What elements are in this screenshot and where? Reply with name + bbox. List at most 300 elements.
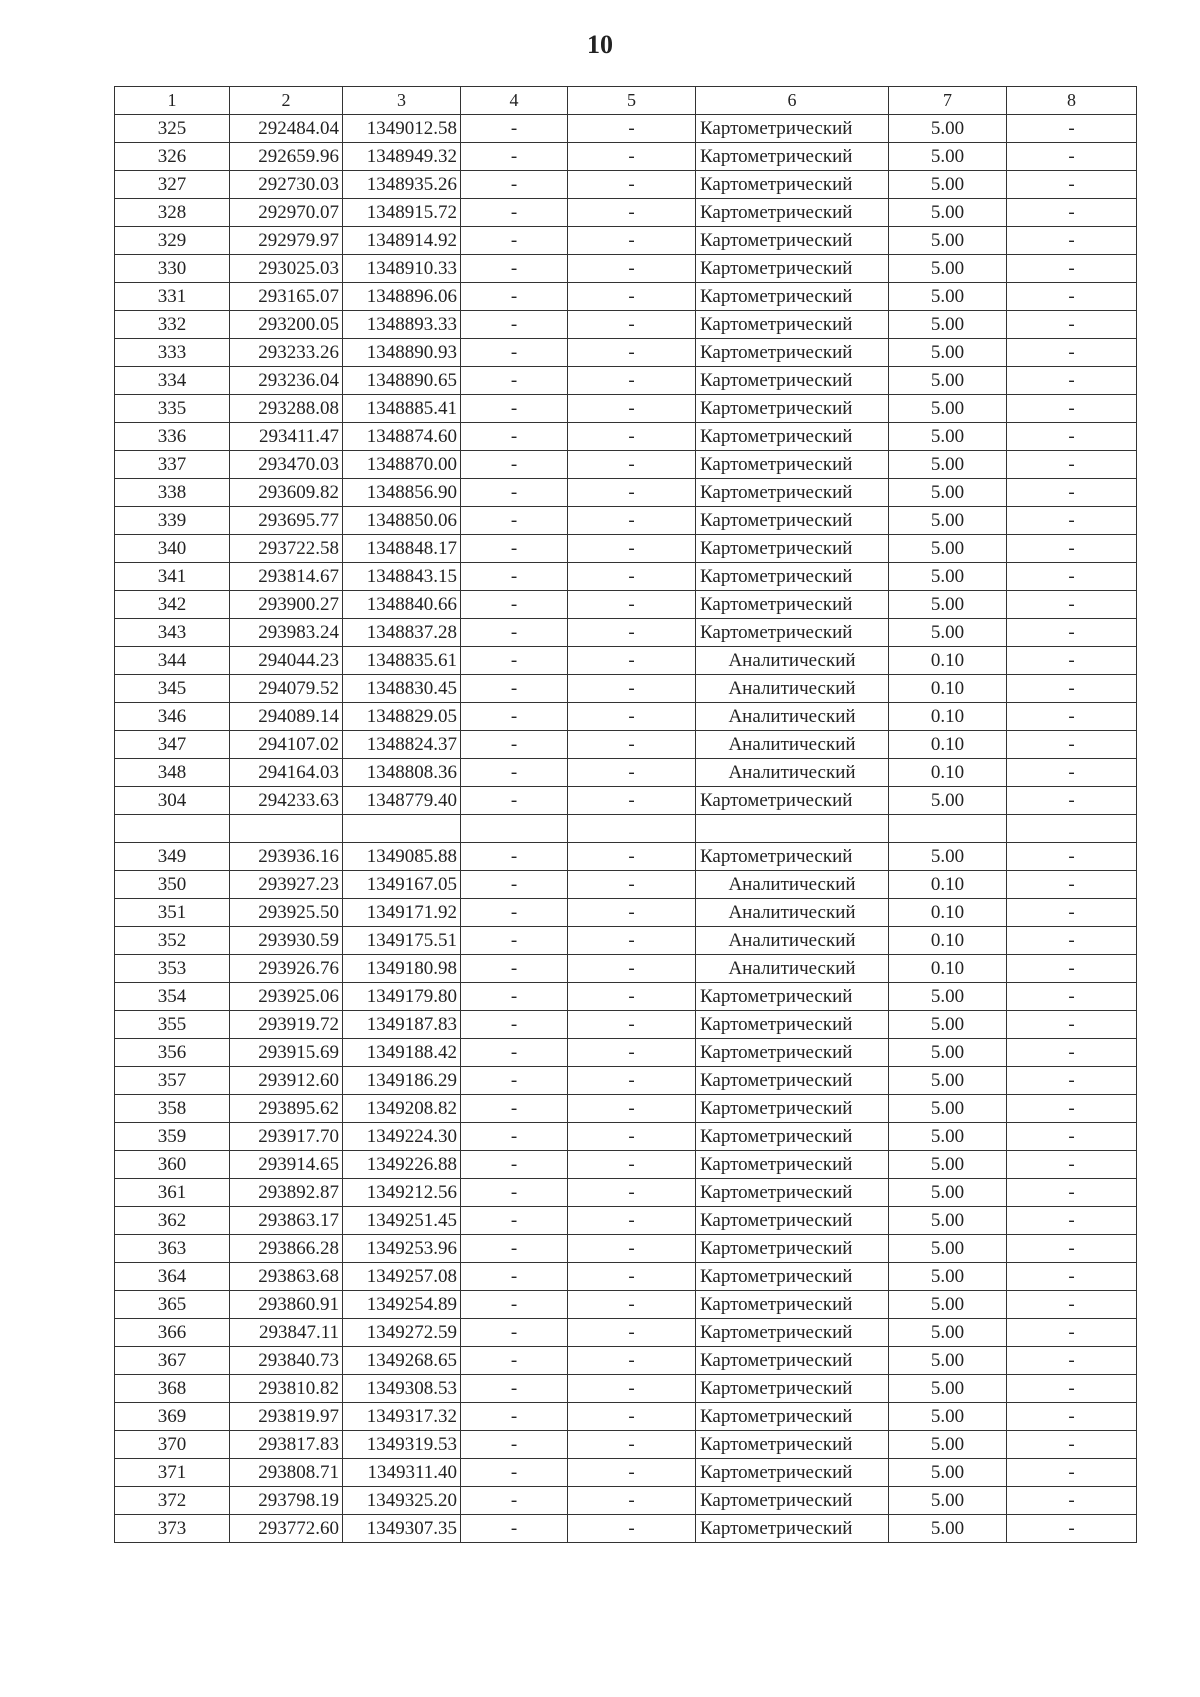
table-row xyxy=(115,1290,1137,1318)
column-header: 6 xyxy=(696,87,889,115)
table-cell: Картометрический xyxy=(696,367,889,395)
table-cell: 358 xyxy=(115,1094,230,1122)
table-cell: - xyxy=(1007,283,1137,311)
table-cell: - xyxy=(1007,395,1137,423)
table-cell: 5.00 xyxy=(889,619,1007,647)
table-cell: 5.00 xyxy=(889,115,1007,143)
table-cell: - xyxy=(461,1430,568,1458)
table-row xyxy=(115,591,1137,619)
table-cell: - xyxy=(568,1402,696,1430)
table-row xyxy=(115,1486,1137,1514)
table-cell: Картометрический xyxy=(696,787,889,815)
table-cell: 293860.91 xyxy=(230,1290,343,1318)
table-cell: - xyxy=(568,1374,696,1402)
table-cell: 356 xyxy=(115,1038,230,1066)
table-cell: - xyxy=(568,954,696,982)
table-cell: - xyxy=(568,1150,696,1178)
table-cell: - xyxy=(568,647,696,675)
table-cell: - xyxy=(461,479,568,507)
table-cell: 293892.87 xyxy=(230,1178,343,1206)
table-row xyxy=(115,115,1137,143)
table-cell: Картометрический xyxy=(696,1150,889,1178)
table-cell: - xyxy=(1007,199,1137,227)
table-cell: - xyxy=(1007,535,1137,563)
table-cell: 5.00 xyxy=(889,339,1007,367)
table-row xyxy=(115,703,1137,731)
table-cell xyxy=(343,815,461,843)
table-cell: - xyxy=(1007,563,1137,591)
table-cell: 334 xyxy=(115,367,230,395)
table-cell: 293817.83 xyxy=(230,1430,343,1458)
table-row xyxy=(115,1262,1137,1290)
table-cell: Картометрический xyxy=(696,143,889,171)
table-cell: 352 xyxy=(115,926,230,954)
table-cell: 5.00 xyxy=(889,535,1007,563)
table-cell: 361 xyxy=(115,1178,230,1206)
table-cell: 1349167.05 xyxy=(343,870,461,898)
table-cell: - xyxy=(1007,1346,1137,1374)
table-cell: - xyxy=(461,423,568,451)
table-cell: 1348835.61 xyxy=(343,647,461,675)
table-cell: 293772.60 xyxy=(230,1514,343,1542)
table-cell: 292659.96 xyxy=(230,143,343,171)
column-header: 4 xyxy=(461,87,568,115)
table-cell: 293819.97 xyxy=(230,1402,343,1430)
table-cell: 5.00 xyxy=(889,423,1007,451)
table-cell: 357 xyxy=(115,1066,230,1094)
table-row xyxy=(115,870,1137,898)
table-cell: 1349208.82 xyxy=(343,1094,461,1122)
table-cell: 5.00 xyxy=(889,1486,1007,1514)
table-cell: - xyxy=(568,143,696,171)
table-cell: 349 xyxy=(115,842,230,870)
table-row xyxy=(115,898,1137,926)
table-cell: - xyxy=(1007,479,1137,507)
table-cell: 0.10 xyxy=(889,870,1007,898)
table-cell: 5.00 xyxy=(889,563,1007,591)
table-cell xyxy=(696,815,889,843)
table-cell: - xyxy=(1007,1486,1137,1514)
table-cell: 293927.23 xyxy=(230,870,343,898)
table-cell: - xyxy=(461,535,568,563)
table-cell: 1349308.53 xyxy=(343,1374,461,1402)
table-cell: Картометрический xyxy=(696,451,889,479)
table-cell: 293863.17 xyxy=(230,1206,343,1234)
table-cell: 5.00 xyxy=(889,1514,1007,1542)
table-cell: - xyxy=(1007,227,1137,255)
table-cell: - xyxy=(1007,1122,1137,1150)
table-cell: 5.00 xyxy=(889,479,1007,507)
table-cell: 332 xyxy=(115,311,230,339)
table-cell: - xyxy=(568,227,696,255)
table-cell: 293914.65 xyxy=(230,1150,343,1178)
table-cell: 1349179.80 xyxy=(343,982,461,1010)
table-cell: 5.00 xyxy=(889,1458,1007,1486)
table-cell xyxy=(889,815,1007,843)
table-cell: 348 xyxy=(115,759,230,787)
table-cell: 0.10 xyxy=(889,759,1007,787)
table-cell: 368 xyxy=(115,1374,230,1402)
table-cell: - xyxy=(461,507,568,535)
table-cell: 292970.07 xyxy=(230,199,343,227)
table-cell: - xyxy=(1007,1150,1137,1178)
table-cell: - xyxy=(1007,255,1137,283)
table-row xyxy=(115,171,1137,199)
table-cell: - xyxy=(461,283,568,311)
table-cell: 325 xyxy=(115,115,230,143)
table-cell: 5.00 xyxy=(889,842,1007,870)
table-cell: 367 xyxy=(115,1346,230,1374)
table-cell: - xyxy=(461,870,568,898)
table-cell: - xyxy=(461,787,568,815)
table-cell: 1348914.92 xyxy=(343,227,461,255)
table-cell: 335 xyxy=(115,395,230,423)
table-cell: 294164.03 xyxy=(230,759,343,787)
table-cell: - xyxy=(1007,787,1137,815)
table-cell: Картометрический xyxy=(696,1346,889,1374)
table-cell: 5.00 xyxy=(889,1038,1007,1066)
table-cell: 1349186.29 xyxy=(343,1066,461,1094)
table-cell: 293840.73 xyxy=(230,1346,343,1374)
table-row xyxy=(115,1234,1137,1262)
table-cell: 343 xyxy=(115,619,230,647)
table-cell: 294089.14 xyxy=(230,703,343,731)
table-cell: - xyxy=(568,199,696,227)
table-row xyxy=(115,507,1137,535)
table-cell: - xyxy=(461,115,568,143)
table-cell: 5.00 xyxy=(889,1010,1007,1038)
table-row xyxy=(115,143,1137,171)
table-cell: Картометрический xyxy=(696,535,889,563)
table-cell: 330 xyxy=(115,255,230,283)
table-cell: 338 xyxy=(115,479,230,507)
table-cell: - xyxy=(1007,1402,1137,1430)
table-cell: Аналитический xyxy=(696,703,889,731)
table-cell: 1348885.41 xyxy=(343,395,461,423)
table-cell: 293919.72 xyxy=(230,1010,343,1038)
table-cell: 1348870.00 xyxy=(343,451,461,479)
table-cell: 1349085.88 xyxy=(343,842,461,870)
table-cell: - xyxy=(461,143,568,171)
table-cell: 293900.27 xyxy=(230,591,343,619)
table-cell: 1349012.58 xyxy=(343,115,461,143)
table-cell: 292979.97 xyxy=(230,227,343,255)
table-cell: 1348949.32 xyxy=(343,143,461,171)
table-cell: - xyxy=(461,1402,568,1430)
table-cell: - xyxy=(568,1262,696,1290)
table-cell: - xyxy=(461,954,568,982)
table-row xyxy=(115,479,1137,507)
table-cell: 293808.71 xyxy=(230,1458,343,1486)
table-cell: - xyxy=(461,1066,568,1094)
table-cell: - xyxy=(461,255,568,283)
table-cell: 0.10 xyxy=(889,926,1007,954)
table-cell: - xyxy=(1007,1206,1137,1234)
table-cell: Картометрический xyxy=(696,563,889,591)
table-row xyxy=(115,1374,1137,1402)
table-cell: 369 xyxy=(115,1402,230,1430)
table-cell: 0.10 xyxy=(889,647,1007,675)
table-cell: 294233.63 xyxy=(230,787,343,815)
table-cell: - xyxy=(568,982,696,1010)
table-row xyxy=(115,283,1137,311)
table-cell: 341 xyxy=(115,563,230,591)
table-cell: Картометрический xyxy=(696,1234,889,1262)
table-cell: 1349187.83 xyxy=(343,1010,461,1038)
table-cell: - xyxy=(1007,143,1137,171)
table-cell: - xyxy=(568,926,696,954)
table-cell: - xyxy=(568,367,696,395)
table-cell: 1349272.59 xyxy=(343,1318,461,1346)
table-row xyxy=(115,1346,1137,1374)
table-cell: 1348935.26 xyxy=(343,171,461,199)
table-cell: - xyxy=(1007,619,1137,647)
table-cell: 0.10 xyxy=(889,675,1007,703)
table-cell: - xyxy=(1007,1458,1137,1486)
table-cell: 5.00 xyxy=(889,507,1007,535)
table-cell: - xyxy=(568,1206,696,1234)
table-cell: Картометрический xyxy=(696,1262,889,1290)
table-cell: - xyxy=(1007,591,1137,619)
table-cell: 364 xyxy=(115,1262,230,1290)
table-cell: - xyxy=(461,1010,568,1038)
table-cell: Картометрический xyxy=(696,311,889,339)
table-cell: - xyxy=(461,1346,568,1374)
table-cell: - xyxy=(1007,982,1137,1010)
table-cell: - xyxy=(461,1234,568,1262)
table-cell: 342 xyxy=(115,591,230,619)
table-cell: - xyxy=(1007,1374,1137,1402)
table-row xyxy=(115,1430,1137,1458)
table-cell: 346 xyxy=(115,703,230,731)
table-cell: - xyxy=(568,423,696,451)
table-cell: - xyxy=(461,1458,568,1486)
table-cell: 293926.76 xyxy=(230,954,343,982)
table-cell: 5.00 xyxy=(889,143,1007,171)
table-row xyxy=(115,1458,1137,1486)
table-cell: 293165.07 xyxy=(230,283,343,311)
table-row xyxy=(115,1010,1137,1038)
table-cell: Картометрический xyxy=(696,591,889,619)
table-cell: - xyxy=(461,1318,568,1346)
table-cell: - xyxy=(1007,367,1137,395)
table-cell: - xyxy=(461,1150,568,1178)
table-cell: 293025.03 xyxy=(230,255,343,283)
table-cell: 365 xyxy=(115,1290,230,1318)
table-cell: - xyxy=(1007,1038,1137,1066)
table-cell: 359 xyxy=(115,1122,230,1150)
table-cell: 328 xyxy=(115,199,230,227)
table-cell: 5.00 xyxy=(889,1178,1007,1206)
table-cell: - xyxy=(1007,870,1137,898)
table-cell: 293915.69 xyxy=(230,1038,343,1066)
table-cell: 5.00 xyxy=(889,1402,1007,1430)
table-cell: 1348850.06 xyxy=(343,507,461,535)
table-row xyxy=(115,675,1137,703)
table-cell: - xyxy=(568,619,696,647)
table-cell: - xyxy=(1007,675,1137,703)
table-cell: 337 xyxy=(115,451,230,479)
table-cell: 1349319.53 xyxy=(343,1430,461,1458)
table-cell: Картометрический xyxy=(696,283,889,311)
table-cell: 329 xyxy=(115,227,230,255)
table-cell: Картометрический xyxy=(696,842,889,870)
table-cell: 1348848.17 xyxy=(343,535,461,563)
table-cell: - xyxy=(568,1318,696,1346)
table-cell xyxy=(230,815,343,843)
table-cell: 293695.77 xyxy=(230,507,343,535)
table-cell: Картометрический xyxy=(696,199,889,227)
table-cell: - xyxy=(461,451,568,479)
table-cell: - xyxy=(568,1458,696,1486)
table-cell: - xyxy=(568,1178,696,1206)
table-cell: 5.00 xyxy=(889,395,1007,423)
table-cell: - xyxy=(461,842,568,870)
table-cell: - xyxy=(1007,842,1137,870)
table-cell: - xyxy=(1007,1430,1137,1458)
table-cell: - xyxy=(461,199,568,227)
table-cell: 5.00 xyxy=(889,1290,1007,1318)
table-cell: 5.00 xyxy=(889,255,1007,283)
column-header: 7 xyxy=(889,87,1007,115)
table-cell xyxy=(115,815,230,843)
table-row xyxy=(115,367,1137,395)
table-row xyxy=(115,1318,1137,1346)
table-cell: - xyxy=(568,1346,696,1374)
table-cell: 1348830.45 xyxy=(343,675,461,703)
table-cell: 1349188.42 xyxy=(343,1038,461,1066)
table-cell: - xyxy=(1007,954,1137,982)
table-cell: - xyxy=(568,898,696,926)
table-cell: - xyxy=(461,1178,568,1206)
table-cell: 326 xyxy=(115,143,230,171)
table-cell: - xyxy=(568,171,696,199)
table-row xyxy=(115,1122,1137,1150)
table-row xyxy=(115,1514,1137,1542)
table-row xyxy=(115,1206,1137,1234)
table-cell: Картометрический xyxy=(696,1122,889,1150)
table-cell: Картометрический xyxy=(696,479,889,507)
table-cell: 5.00 xyxy=(889,1234,1007,1262)
table-cell: - xyxy=(461,703,568,731)
table-cell: - xyxy=(461,926,568,954)
table-cell: - xyxy=(461,1262,568,1290)
table-cell: 5.00 xyxy=(889,1430,1007,1458)
table-cell: - xyxy=(568,591,696,619)
table-cell: 353 xyxy=(115,954,230,982)
table-cell: Картометрический xyxy=(696,423,889,451)
table-row xyxy=(115,1038,1137,1066)
table-cell: - xyxy=(568,283,696,311)
table-cell: 293847.11 xyxy=(230,1318,343,1346)
table-cell: - xyxy=(1007,759,1137,787)
table-cell: 294079.52 xyxy=(230,675,343,703)
table-cell: Картометрический xyxy=(696,1178,889,1206)
table-cell: 294107.02 xyxy=(230,731,343,759)
table-cell: 1349268.65 xyxy=(343,1346,461,1374)
table-cell: 5.00 xyxy=(889,171,1007,199)
column-header: 8 xyxy=(1007,87,1137,115)
table-cell: - xyxy=(461,1514,568,1542)
table-cell: 5.00 xyxy=(889,1374,1007,1402)
table-cell: - xyxy=(1007,339,1137,367)
table-cell: 5.00 xyxy=(889,1150,1007,1178)
table-cell: 5.00 xyxy=(889,1206,1007,1234)
table-cell: - xyxy=(461,227,568,255)
column-header: 5 xyxy=(568,87,696,115)
table-cell: - xyxy=(1007,115,1137,143)
table-row xyxy=(115,1402,1137,1430)
table-cell: - xyxy=(461,171,568,199)
table-cell: 293936.16 xyxy=(230,842,343,870)
table-cell: - xyxy=(461,367,568,395)
table-cell: - xyxy=(568,703,696,731)
table-cell: 370 xyxy=(115,1430,230,1458)
table-row xyxy=(115,423,1137,451)
table-cell: 5.00 xyxy=(889,591,1007,619)
table-cell: Картометрический xyxy=(696,1458,889,1486)
table-cell: Картометрический xyxy=(696,507,889,535)
table-cell: 1348779.40 xyxy=(343,787,461,815)
table-cell: - xyxy=(1007,1178,1137,1206)
table-cell: Аналитический xyxy=(696,870,889,898)
table-cell: 336 xyxy=(115,423,230,451)
table-cell: - xyxy=(461,591,568,619)
table-cell: Картометрический xyxy=(696,339,889,367)
table-cell: - xyxy=(461,619,568,647)
table-cell: 1349257.08 xyxy=(343,1262,461,1290)
table-cell: Картометрический xyxy=(696,1010,889,1038)
table-cell: 1348843.15 xyxy=(343,563,461,591)
table-row xyxy=(115,954,1137,982)
table-cell: - xyxy=(461,1486,568,1514)
table-cell: Картометрический xyxy=(696,115,889,143)
table-cell: - xyxy=(461,311,568,339)
table-cell: - xyxy=(568,395,696,423)
column-header: 2 xyxy=(230,87,343,115)
table-cell: 293411.47 xyxy=(230,423,343,451)
table-cell: - xyxy=(568,479,696,507)
table-cell: - xyxy=(1007,1262,1137,1290)
table-row xyxy=(115,535,1137,563)
table-cell: 293863.68 xyxy=(230,1262,343,1290)
table-cell: 345 xyxy=(115,675,230,703)
table-cell: - xyxy=(568,759,696,787)
table-cell: Аналитический xyxy=(696,731,889,759)
table-cell: - xyxy=(568,255,696,283)
table-cell: Картометрический xyxy=(696,395,889,423)
table-cell: 363 xyxy=(115,1234,230,1262)
table-cell: 293925.06 xyxy=(230,982,343,1010)
table-row xyxy=(115,395,1137,423)
table-cell: 1348840.66 xyxy=(343,591,461,619)
table-row xyxy=(115,842,1137,870)
table-cell: 1348915.72 xyxy=(343,199,461,227)
table-cell: Картометрический xyxy=(696,1318,889,1346)
table-cell: - xyxy=(461,1122,568,1150)
table-header-row xyxy=(115,87,1137,115)
table-cell: Картометрический xyxy=(696,1374,889,1402)
table-cell: - xyxy=(1007,1010,1137,1038)
table-row xyxy=(115,926,1137,954)
table-cell: 339 xyxy=(115,507,230,535)
table-cell: 293912.60 xyxy=(230,1066,343,1094)
table-cell xyxy=(461,815,568,843)
table-cell: - xyxy=(568,842,696,870)
table-cell: - xyxy=(1007,731,1137,759)
table-row xyxy=(115,815,1137,843)
table-cell: 350 xyxy=(115,870,230,898)
